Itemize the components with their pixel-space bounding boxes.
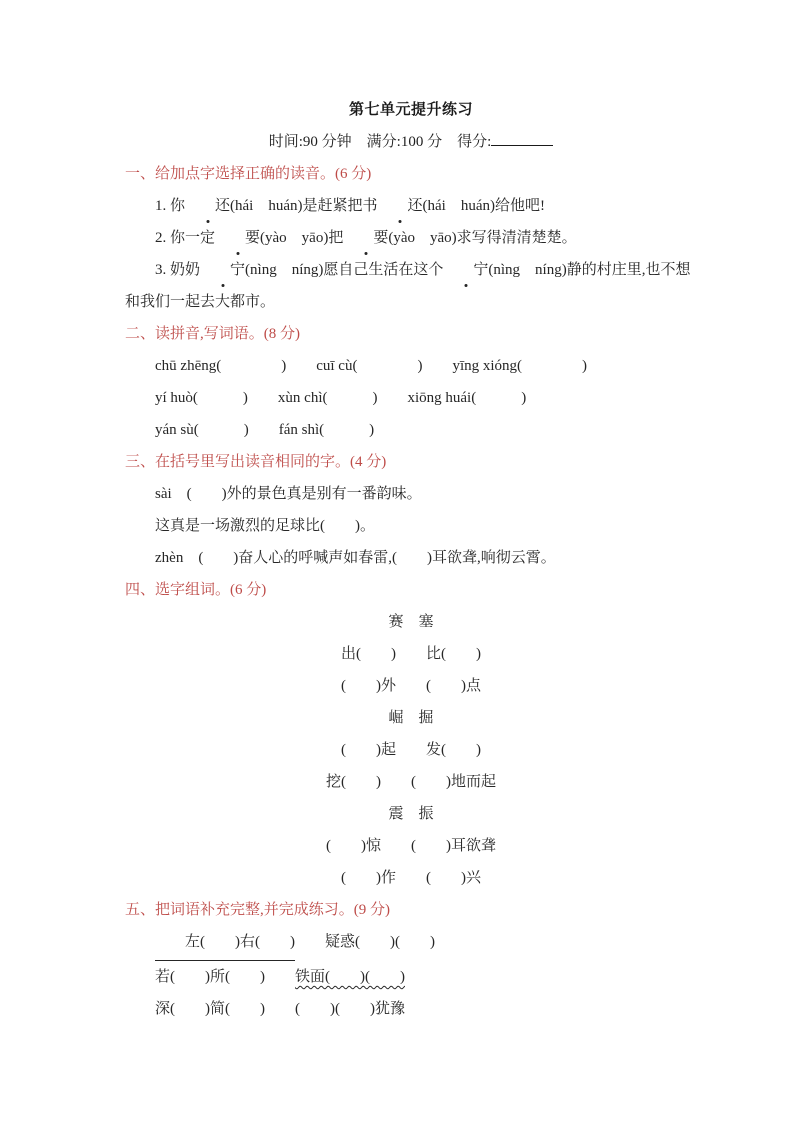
page-content xyxy=(125,0,697,1025)
dotted-char: 要 xyxy=(343,222,388,254)
exercise-line: 若( )所( ) 铁面( )( ) xyxy=(155,969,405,985)
exercise-line: 赛 塞 xyxy=(388,614,434,630)
section-heading: 五、把词语补充完整,并完成练习。(9 分) xyxy=(125,902,390,918)
section-heading: 一、给加点字选择正确的读音。(6 分) xyxy=(125,166,372,182)
exercise-line: zhèn ( )奋人心的呼喊声如春雷,( )耳欲聋,响彻云霄。 xyxy=(155,550,556,566)
section-heading: 二、读拼音,写词语。(8 分) xyxy=(125,326,300,342)
exercise-line: 震 振 xyxy=(388,806,434,822)
exercise-line: sài ( )外的景色真是别有一番韵味。 xyxy=(155,486,422,502)
exercise-line: 挖( ) ( )地而起 xyxy=(326,774,496,790)
exercise-line: 出( ) 比( ) xyxy=(341,646,481,662)
exercise-line: ( )外 ( )点 xyxy=(341,678,481,694)
section-heading: 四、选字组词。(6 分) xyxy=(125,582,267,598)
exercise-line: ( )作 ( )兴 xyxy=(341,870,481,886)
exercise-line: 这真是一场激烈的足球比( )。 xyxy=(155,518,375,534)
exercise-line: chū zhēng( ) cuī cù( ) yīng xióng( ) xyxy=(155,358,588,374)
exercise-line: 1. 你 还(hái huán)是赶紧把书 还(hái huán)给他吧! xyxy=(125,190,697,222)
exercise-line: 深( )简( ) ( )( )犹豫 xyxy=(155,1001,405,1017)
exercise-line: 2. 你一定 要(yào yāo)把 要(yào yāo)求写得清清楚楚。 xyxy=(125,222,697,254)
exercise-line: ( )起 发( ) xyxy=(341,742,481,758)
meta-text: 时间:90 分钟 满分:100 分 得分: xyxy=(268,134,492,150)
exam-meta-line xyxy=(125,126,697,158)
section-heading: 三、在括号里写出读音相同的字。(4 分) xyxy=(125,454,387,470)
dotted-char: 还 xyxy=(185,190,230,222)
dotted-char: 宁 xyxy=(443,254,488,286)
score-blank-line xyxy=(491,132,553,146)
exercise-line: 3. 奶奶 宁(nìng níng)愿自己生活在这个 宁(nìng níng)静的村庄里,也不想 xyxy=(125,254,697,286)
dotted-char: 宁 xyxy=(200,254,245,286)
sections xyxy=(125,158,697,1025)
exercise-line: yí huò( ) xùn chì( ) xiōng huái( ) xyxy=(155,390,527,406)
exercise-line: 和我们一起去大都市。 xyxy=(125,294,276,310)
exercise-line: 左( )右( ) 疑惑( )( ) xyxy=(125,926,697,961)
page-title: 第七单元提升练习 xyxy=(348,102,473,118)
exercise-line: yán sù( ) fán shì( ) xyxy=(155,422,375,438)
exercise-line: ( )惊 ( )耳欲聋 xyxy=(326,838,496,854)
dotted-char: 还 xyxy=(378,190,423,222)
exercise-line: 崛 掘 xyxy=(388,710,434,726)
dotted-char: 要 xyxy=(215,222,260,254)
